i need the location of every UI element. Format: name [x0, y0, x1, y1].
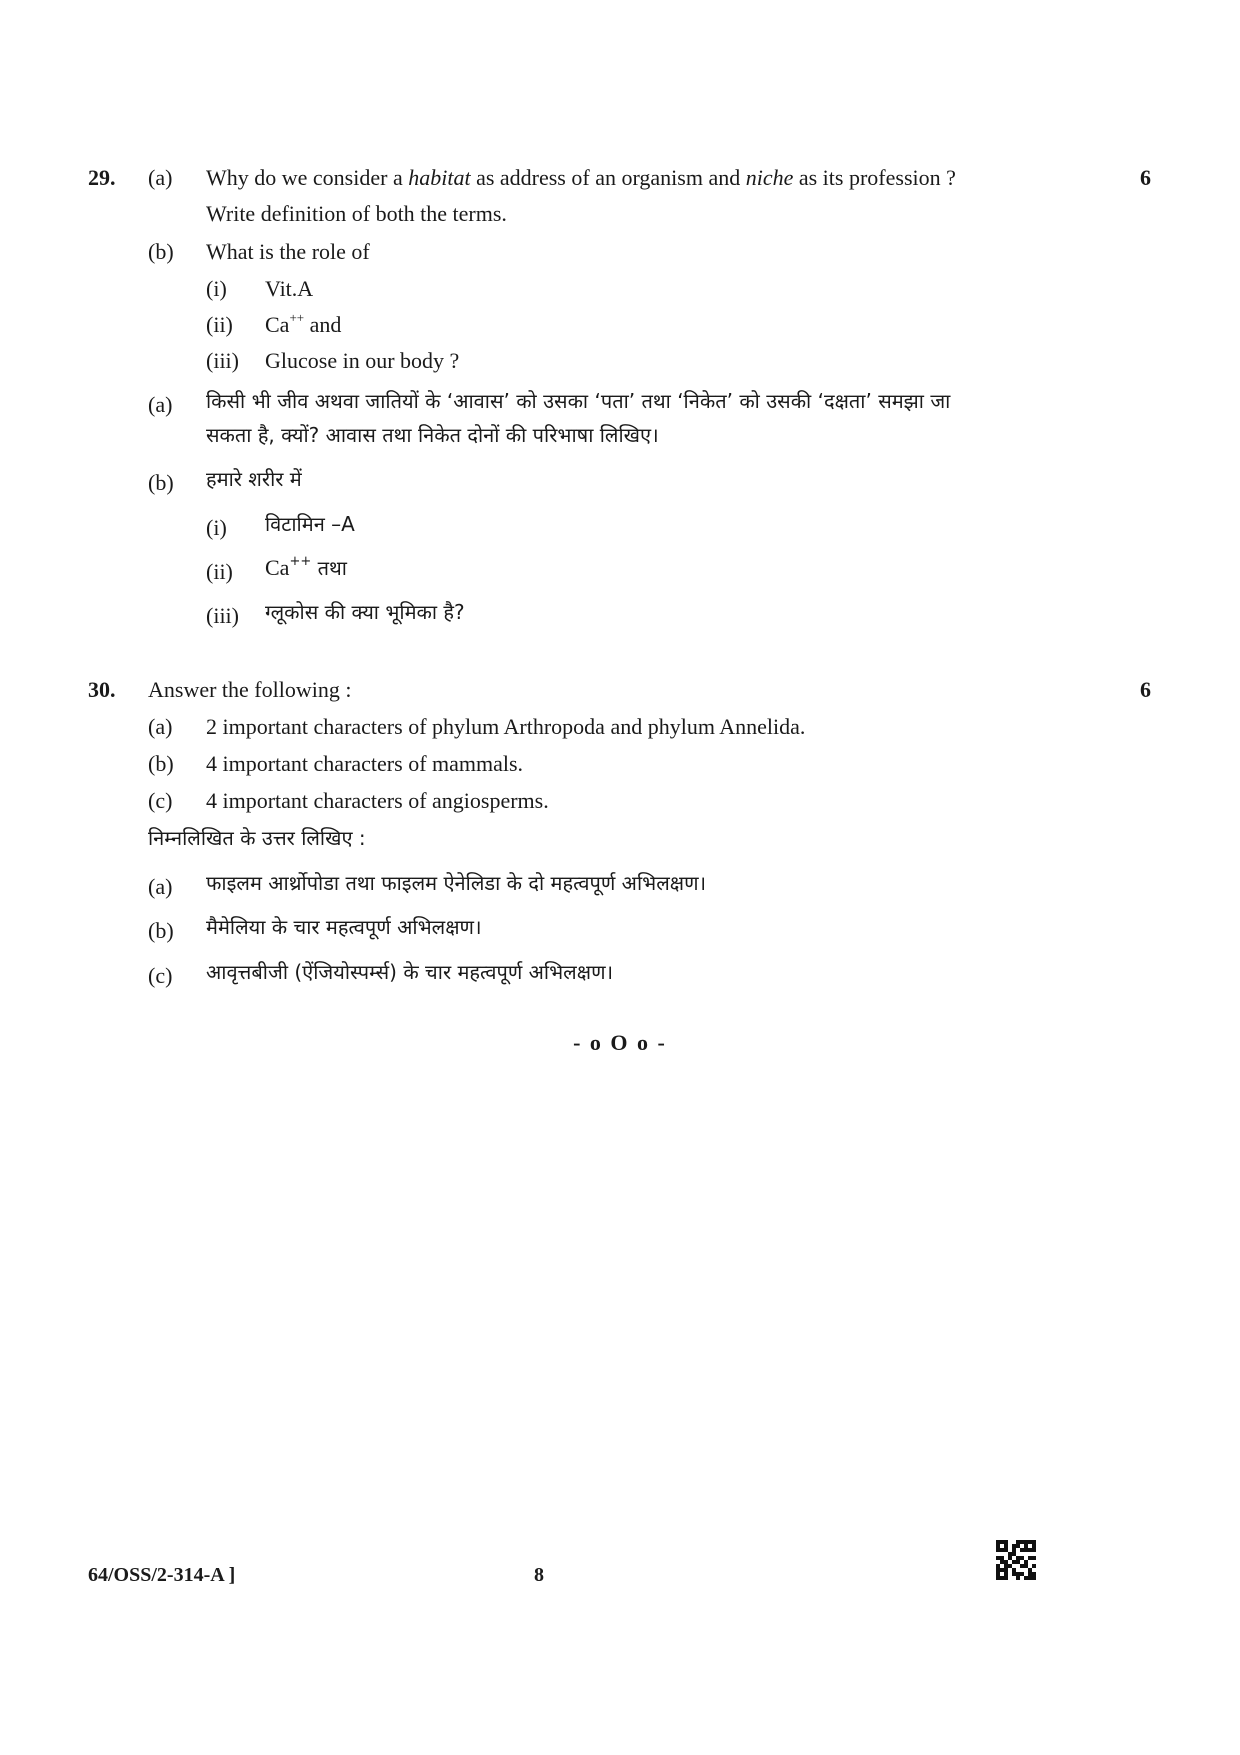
q30-a-text: 2 important characters of phylum Arthropoda and phylum Annelida.: [206, 714, 806, 739]
q29-b-iii-label: (iii): [206, 348, 239, 373]
q29-b-i-text: Vit.A: [265, 276, 314, 301]
q29-a-text-line2: Write definition of both the terms.: [206, 201, 507, 226]
q29-number: 29.: [88, 165, 116, 190]
q30-intro: Answer the following :: [148, 677, 352, 702]
q29-hi-ii-label: (ii): [206, 559, 233, 584]
q30-a-label: (a): [148, 714, 173, 739]
q29-hi-i-label: (i): [206, 515, 227, 540]
q29-b-text: What is the role of: [206, 239, 370, 264]
q29-b-label: (b): [148, 239, 174, 264]
q30-hi-c-label: (c): [148, 963, 173, 988]
q30-marks: 6: [1140, 677, 1151, 702]
q30-b-text: 4 important characters of mammals.: [206, 751, 524, 776]
q30-number: 30.: [88, 677, 116, 702]
q30-c-label: (c): [148, 788, 173, 813]
q29-hi-i-text: विटामिन –A: [265, 512, 355, 536]
q30-hi-c-text: आवृत्तबीजी (ऐंजियोस्पर्म्स) के चार महत्वपूर्ण अभिलक्षण।: [206, 960, 614, 984]
q29-b-ii-label: (ii): [206, 312, 233, 337]
qr-code-icon: [996, 1540, 1036, 1580]
q29-hi-ii-text: Ca++ तथा: [265, 554, 347, 580]
end-of-paper-mark: - o O o -: [573, 1030, 667, 1055]
q30-b-label: (b): [148, 751, 174, 776]
q30-hi-intro: निम्नलिखित के उत्तर लिखिए :: [148, 826, 366, 850]
q29-hi-a-text-line2: सकता है, क्यों? आवास तथा निकेत दोनों की परिभाषा लिखिए।: [206, 423, 659, 447]
q29-hi-iii-text: ग्लूकोस की क्या भूमिका है?: [265, 600, 465, 624]
q29-a-text: Why do we consider a habitat as address of an organism and niche as its profession ?: [206, 165, 956, 190]
q29-hi-b-text: हमारे शरीर में: [206, 467, 302, 491]
q30-c-text: 4 important characters of angiosperms.: [206, 788, 549, 813]
q29-hi-a-label: (a): [148, 392, 173, 417]
q29-marks: 6: [1140, 165, 1151, 190]
q29-hi-iii-label: (iii): [206, 603, 239, 628]
q29-hi-b-label: (b): [148, 470, 174, 495]
q29-b-ii-text: Ca++ and: [265, 309, 342, 337]
paper-code: 64/OSS/2-314-A ]: [88, 1564, 236, 1586]
q30-hi-b-label: (b): [148, 918, 174, 943]
q29-b-i-label: (i): [206, 276, 227, 301]
q30-hi-a-text: फाइलम आर्थ्रोपोडा तथा फाइलम ऐनेलिडा के दो महत्वपूर्ण अभिलक्षण।: [206, 871, 707, 895]
q30-hi-a-label: (a): [148, 874, 173, 899]
q29-hi-a-text: किसी भी जीव अथवा जातियों के ‘आवास’ को उसका ‘पता’ तथा ‘निकेत’ को उसकी ‘दक्षता’ समझा जा: [206, 389, 951, 413]
q30-hi-b-text: मैमेलिया के चार महत्वपूर्ण अभिलक्षण।: [206, 915, 482, 939]
q29-a-label: (a): [148, 165, 173, 190]
q29-b-iii-text: Glucose in our body ?: [265, 348, 460, 373]
page-number: 8: [534, 1564, 544, 1586]
